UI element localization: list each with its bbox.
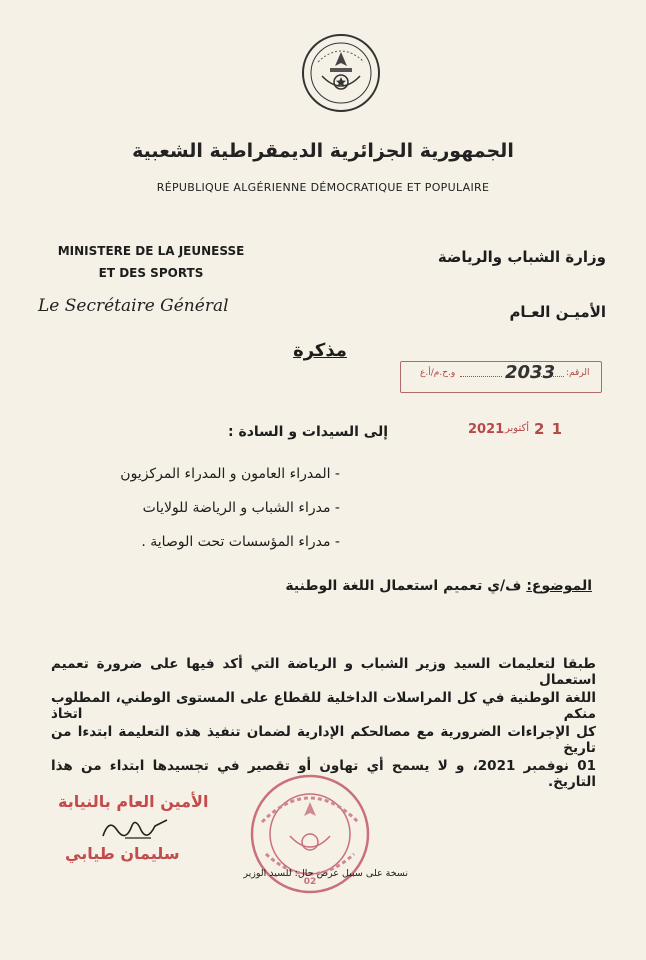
republic-title-arabic: الجمهورية الجزائرية الديمقراطية الشعبية	[132, 140, 514, 162]
ministry-fr-line1: MINISTERE DE LA JEUNESSE	[57, 244, 245, 258]
algeria-emblem-seal	[300, 32, 382, 114]
reference-dots	[460, 376, 502, 377]
recipient-item: - المدراء العامون و المدراء المركزيون	[120, 466, 340, 482]
reference-number: 2033	[505, 362, 556, 383]
reference-suffix: و.ح.م/أ.ع	[420, 368, 456, 378]
ministry-name-arabic: وزارة الشباب والرياضة	[437, 248, 606, 266]
signatory-name: سليمان طيابي	[65, 844, 180, 863]
stamp-number: 02	[303, 877, 317, 887]
ministry-name-french	[46, 240, 256, 284]
recipient-text: مدراء الشباب و الرياضة للولايات	[142, 500, 331, 516]
signature-title: الأمين العام بالنيابة	[58, 792, 209, 811]
secretary-general-arabic: الأميـن العـام	[509, 303, 606, 321]
body-line: كل الإجراءات الضرورية مع مصالحكم الإدارية لضمان تنفيذ هذه التعليمة ابتدءا من تاريخ	[51, 724, 596, 756]
recipient-text: المدراء العامون و المدراء المركزيون	[120, 466, 331, 482]
body-line: اللغة الوطنية في كل المراسلات الداخلية للقطاع على المستوى الوطني، المطلوب منكم اتخاذ	[51, 690, 596, 722]
recipients-intro: إلى السيدات و السادة :	[228, 424, 388, 440]
republic-title-french: RÉPUBLIQUE ALGÉRIENNE DÉMOCRATIQUE ET POPULAIRE	[156, 181, 490, 194]
copy-to-note: نسخة على سبيل عرض حال: للسيد الوزير	[243, 868, 408, 879]
recipient-item: - مدراء الشباب و الرياضة للولايات	[142, 500, 340, 516]
memo-title: مذكرة	[293, 340, 347, 361]
date-year: 2021	[468, 422, 505, 437]
subject-line	[285, 578, 592, 594]
recipient-text: مدراء المؤسسات تحت الوصاية .	[141, 534, 331, 550]
date-day: 2 1	[534, 420, 564, 438]
subject-label: الموضوع:	[526, 578, 592, 594]
body-line: طبقا لتعليمات السيد وزير الشباب و الرياضة التي أكد فيها على ضرورة تعميم استعمال	[51, 656, 596, 688]
recipient-item: - مدراء المؤسسات تحت الوصاية .	[141, 534, 340, 550]
reference-label: الرقم:	[566, 368, 590, 378]
ministry-fr-line2: ET DES SPORTS	[98, 266, 204, 280]
handwritten-signature	[95, 808, 175, 848]
subject-text: ف/ي تعميم استعمال اللغة الوطنية	[285, 578, 527, 594]
secretary-general-french: Le Secrétaire Général	[38, 296, 229, 316]
body-line: 01 نوفمبر 2021، و لا يسمح أي تهاون أو تقصير في تجسيدها ابتداء من هذا التاريخ.	[51, 758, 596, 790]
date-month: أكتوبر	[505, 423, 530, 434]
